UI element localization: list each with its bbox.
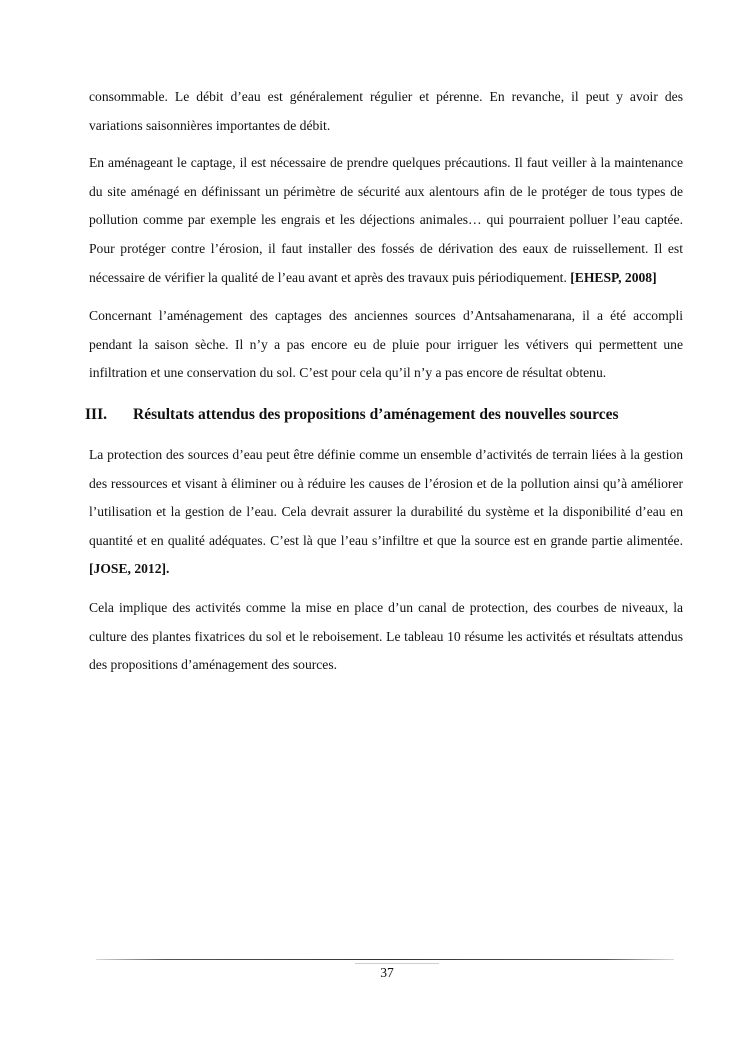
- section-title: Résultats attendus des propositions d’aménagement des nouvelles sources: [133, 405, 619, 423]
- page-content: [85, 83, 683, 690]
- section-number: III.: [85, 405, 107, 423]
- paragraph-protection-sources: [89, 441, 683, 584]
- paragraph-intro: consommable. Le débit d’eau est généralement régulier et pérenne. En revanche, il peut y avoir des variations saisonnières importantes de débit.: [89, 89, 683, 133]
- paragraph-antsahamenarana: Concernant l’aménagement des captages des anciennes sources d’Antsahamenarana, il a été accompli pendant la saison sèche. Il n’y a pas encore eu de pluie pour irriguer les vétivers qui permettent une infiltration et une conservation du sol. C’est pour cela qu’il n’y a pas encore de résultat obtenu.: [89, 308, 683, 381]
- paragraph-captage-text: En aménageant le captage, il est nécessaire de prendre quelques précautions. Il faut veiller à la maintenance du site aménagé en définissant un périmètre de sécurité aux alentours afin de le protéger de tous types de pollution comme par exemple les engrais et les déjections animales… qui pourraient polluer l’eau captée. Pour protéger contre l’érosion, il faut installer des fossés de dérivation des eaux de ruissellement. Il est nécessaire de vérifier la qualité de l’eau avant et après des travaux puis périodiquement.: [89, 155, 683, 285]
- citation-ehesp: [EHESP, 2008]: [570, 269, 657, 285]
- section-heading: [85, 398, 683, 431]
- page-number: 37: [380, 965, 394, 980]
- paragraph-captage-precautions: [89, 149, 683, 292]
- citation-jose: [JOSE, 2012].: [89, 561, 170, 577]
- footer-divider: [96, 959, 674, 960]
- paragraph-activities: Cela implique des activités comme la mise en place d’un canal de protection, des courbes de niveaux, la culture des plantes fixatrices du sol et le reboisement. Le tableau 10 résume les activités et résultats attendus des propositions d’aménagement des sources.: [89, 599, 683, 673]
- paragraph-protection-text: La protection des sources d’eau peut être définie comme un ensemble d’activités de terrain liées à la gestion des ressources et visant à éliminer ou à réduire les causes de l’érosion et de la pollution ainsi qu’à améliorer l’utilisation et la gestion de l’eau. Cela devrait assurer la durabilité du système et la disponibilité d’eau en quantité et en qualité adéquates. C’est là que l’eau s’infiltre et que la source est en grande partie alimentée.: [89, 446, 683, 548]
